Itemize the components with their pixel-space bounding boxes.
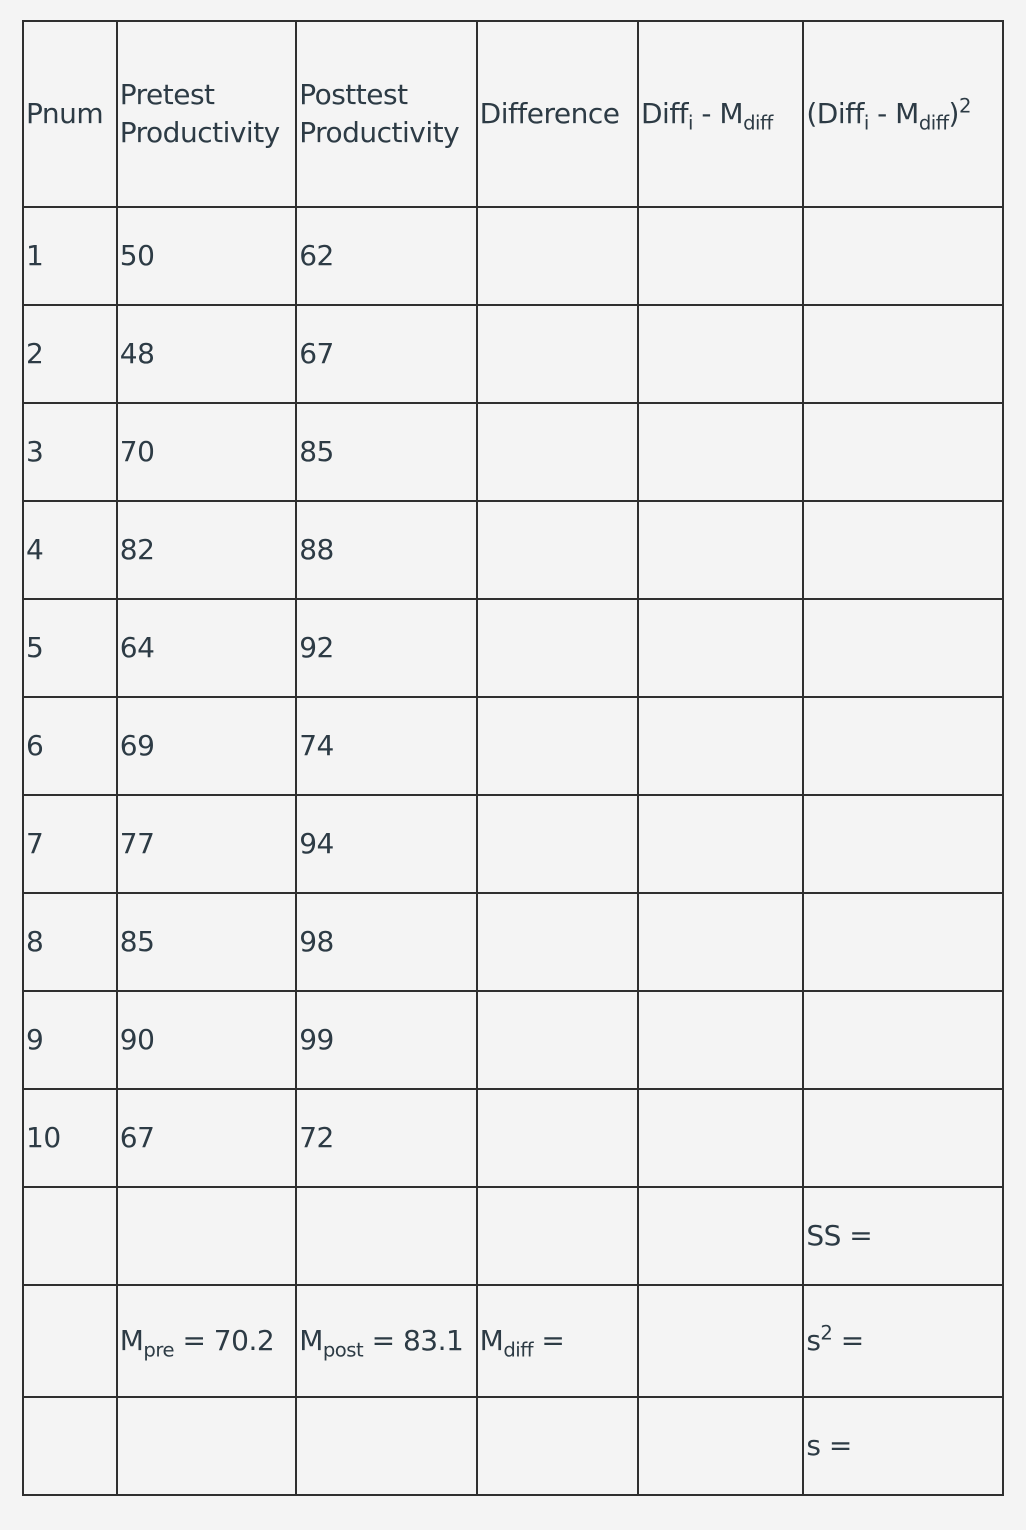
difference-cell bbox=[477, 991, 638, 1089]
posttest-cell: 92 bbox=[296, 599, 476, 697]
pretest-cell: 50 bbox=[117, 207, 296, 305]
squared-deviation-cell bbox=[803, 599, 1003, 697]
squared-deviation-cell bbox=[803, 795, 1003, 893]
difference-cell bbox=[477, 403, 638, 501]
header-deviation: Diff$_i$ - $M_{diff}$ bbox=[638, 21, 803, 207]
table-row bbox=[23, 1089, 1003, 1187]
pnum-cell: 4 bbox=[23, 501, 117, 599]
header-pnum: Pnum bbox=[23, 21, 117, 207]
posttest-cell: 72 bbox=[296, 1089, 476, 1187]
pnum-cell: 1 bbox=[23, 207, 117, 305]
deviation-cell bbox=[638, 697, 803, 795]
header-pretest-line1: Pretest bbox=[119, 78, 215, 111]
header-posttest-line2: Productivity bbox=[299, 116, 460, 149]
squared-deviation-cell bbox=[803, 1089, 1003, 1187]
difference-cell bbox=[477, 207, 638, 305]
difference-cell bbox=[477, 501, 638, 599]
difference-cell bbox=[477, 697, 638, 795]
empty-cell bbox=[638, 1397, 803, 1495]
empty-cell bbox=[23, 1397, 117, 1495]
empty-cell bbox=[638, 1285, 803, 1397]
empty-cell bbox=[477, 1187, 638, 1285]
squared-deviation-cell bbox=[803, 893, 1003, 991]
table-row bbox=[23, 893, 1003, 991]
pretest-cell: 82 bbox=[117, 501, 296, 599]
table-row bbox=[23, 305, 1003, 403]
empty-cell bbox=[117, 1187, 296, 1285]
empty-cell bbox=[23, 1187, 117, 1285]
table-row bbox=[23, 207, 1003, 305]
pnum-cell: 2 bbox=[23, 305, 117, 403]
squared-deviation-cell bbox=[803, 501, 1003, 599]
table-row bbox=[23, 403, 1003, 501]
empty-cell bbox=[296, 1397, 476, 1495]
posttest-cell: 74 bbox=[296, 697, 476, 795]
header-pretest bbox=[117, 21, 296, 207]
header-posttest bbox=[296, 21, 476, 207]
table-row bbox=[23, 501, 1003, 599]
squared-deviation-cell bbox=[803, 991, 1003, 1089]
empty-cell bbox=[117, 1397, 296, 1495]
posttest-cell: 62 bbox=[296, 207, 476, 305]
posttest-cell: 88 bbox=[296, 501, 476, 599]
squared-deviation-cell bbox=[803, 305, 1003, 403]
squared-deviation-cell bbox=[803, 697, 1003, 795]
pnum-cell: 7 bbox=[23, 795, 117, 893]
productivity-table bbox=[22, 20, 1004, 1496]
deviation-cell bbox=[638, 403, 803, 501]
table-row bbox=[23, 795, 1003, 893]
pnum-cell: 8 bbox=[23, 893, 117, 991]
empty-cell bbox=[477, 1397, 638, 1495]
pretest-cell: 85 bbox=[117, 893, 296, 991]
squared-deviation-cell bbox=[803, 207, 1003, 305]
deviation-cell bbox=[638, 991, 803, 1089]
header-pretest-line2: Productivity bbox=[119, 116, 280, 149]
pretest-cell: 77 bbox=[117, 795, 296, 893]
ss-label: SS = bbox=[803, 1187, 1003, 1285]
posttest-cell: 98 bbox=[296, 893, 476, 991]
header-difference: Difference bbox=[477, 21, 638, 207]
empty-cell bbox=[638, 1187, 803, 1285]
pretest-cell: 70 bbox=[117, 403, 296, 501]
squared-deviation-cell bbox=[803, 403, 1003, 501]
sum-of-squares-row bbox=[23, 1187, 1003, 1285]
std-dev-row bbox=[23, 1397, 1003, 1495]
variance-label: $s^2$ = bbox=[803, 1285, 1003, 1397]
posttest-cell: 99 bbox=[296, 991, 476, 1089]
pretest-cell: 64 bbox=[117, 599, 296, 697]
pnum-cell: 3 bbox=[23, 403, 117, 501]
deviation-cell bbox=[638, 1089, 803, 1187]
difference-cell bbox=[477, 599, 638, 697]
table-row bbox=[23, 697, 1003, 795]
header-row bbox=[23, 21, 1003, 207]
difference-cell bbox=[477, 893, 638, 991]
pnum-cell: 5 bbox=[23, 599, 117, 697]
pnum-cell: 10 bbox=[23, 1089, 117, 1187]
pnum-cell: 9 bbox=[23, 991, 117, 1089]
pretest-cell: 69 bbox=[117, 697, 296, 795]
mean-difference: $M_{diff}$ = bbox=[477, 1285, 638, 1397]
posttest-cell: 67 bbox=[296, 305, 476, 403]
pretest-cell: 48 bbox=[117, 305, 296, 403]
difference-cell bbox=[477, 1089, 638, 1187]
mean-pretest: $M_{pre} = 70.2$ bbox=[117, 1285, 296, 1397]
deviation-cell bbox=[638, 893, 803, 991]
difference-cell bbox=[477, 795, 638, 893]
posttest-cell: 94 bbox=[296, 795, 476, 893]
pnum-cell: 6 bbox=[23, 697, 117, 795]
deviation-cell bbox=[638, 501, 803, 599]
empty-cell bbox=[296, 1187, 476, 1285]
difference-cell bbox=[477, 305, 638, 403]
pretest-cell: 67 bbox=[117, 1089, 296, 1187]
table-row bbox=[23, 991, 1003, 1089]
posttest-cell: 85 bbox=[296, 403, 476, 501]
table-row bbox=[23, 599, 1003, 697]
header-posttest-line1: Posttest bbox=[299, 78, 408, 111]
empty-cell bbox=[23, 1285, 117, 1397]
deviation-cell bbox=[638, 795, 803, 893]
pretest-cell: 90 bbox=[117, 991, 296, 1089]
mean-posttest: $M_{post} = 83.1$ bbox=[296, 1285, 476, 1397]
deviation-cell bbox=[638, 305, 803, 403]
means-row bbox=[23, 1285, 1003, 1397]
std-dev-label: s = bbox=[803, 1397, 1003, 1495]
header-squared-deviation: (Diff$_i$ - $M_{diff})^2$ bbox=[803, 21, 1003, 207]
deviation-cell bbox=[638, 599, 803, 697]
deviation-cell bbox=[638, 207, 803, 305]
